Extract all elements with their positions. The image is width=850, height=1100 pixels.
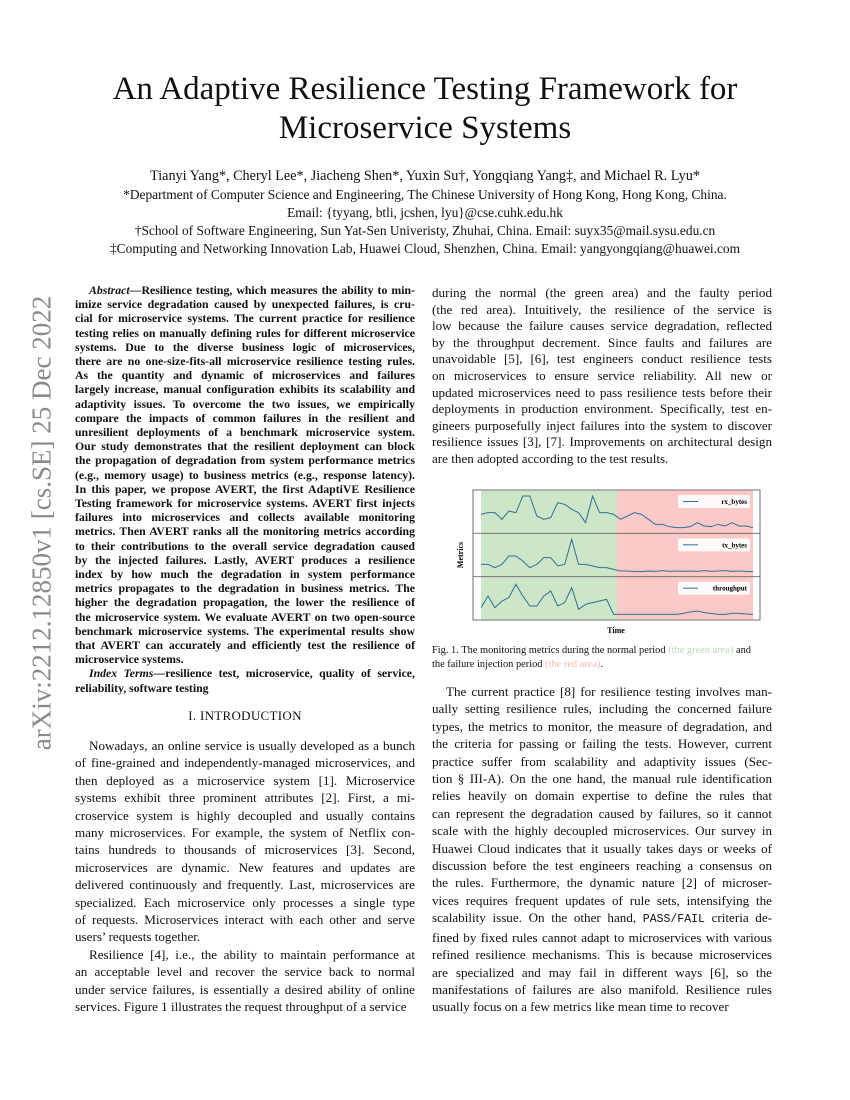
affiliation: ‡Computing and Networking Innovation Lab, Huawei Cloud, Shenzhen, China. Email: yangyongqiang@huawei.com — [109, 241, 741, 256]
author-names: Tianyi Yang*, Cheryl Lee*, Jiacheng Shen*, Yuxin Su†, Yongqiang Yang‡, and Michael R. Lyu* — [150, 168, 700, 184]
text-line: users’ requests together. — [75, 929, 201, 945]
text-line: scale with the highly decoupled microservices. Our survey in — [432, 823, 772, 839]
text-line: higher the degradation propagation, the lower the resilience of — [75, 595, 415, 610]
text-line: by the throughput decrement. Since faults and failures are — [432, 334, 772, 350]
text-line: can represent the degradation caused by failures, so it cannot — [432, 805, 772, 821]
caption-text: . — [600, 658, 604, 670]
text-line: testing relies on manually defining rules for different microservice — [75, 325, 415, 340]
text-line — [75, 666, 415, 680]
text-line: unresilient deployments of a benchmark microservice system. — [75, 425, 415, 440]
text-line: during the normal (the green area) and the faulty period — [432, 285, 772, 300]
text-line: cial for microservice systems. The current practice for resilience — [75, 311, 415, 326]
text-line — [75, 283, 415, 297]
text-line: croservice system is highly decoupled and usually contains — [75, 807, 415, 823]
text-segment: criteria de- — [704, 910, 773, 926]
text-line: resilience issues [3], [7]. Improvements on architectural design — [432, 434, 772, 450]
abstract — [75, 283, 415, 666]
text-line: the rules. Furthermore, the dynamic nature [2] of microser- — [432, 875, 772, 891]
affiliation: *Department of Computer Science and Engineering, The Chinese University of Hong Kong, Hong Kong, China. — [123, 187, 727, 202]
text-segment: —Resilience testing, which measures the ability to min- — [129, 283, 415, 297]
text-line: fined by fixed rules cannot adapt to microservices with various — [432, 929, 772, 945]
caption-green-note: (the green area) — [668, 645, 734, 656]
text-line: metrics propagates to the degradation in business metrics. The — [75, 581, 415, 596]
text-line: microservice systems. — [75, 652, 184, 667]
text-segment: —resilience test, microservice, quality of service, — [153, 666, 415, 681]
figure-caption — [432, 644, 772, 671]
section-heading: I. INTRODUCTION — [188, 708, 302, 723]
text-line: the microservice system. We evaluate AVERT on two open-source — [75, 609, 415, 624]
text-line: relies heavily on domain expertise to define the rules that — [432, 788, 772, 804]
text-line: Nowadays, an online service is usually developed as a bunch — [89, 738, 415, 753]
text-line: the propagation of degradation from system performance metrics — [75, 453, 415, 468]
text-line: an acceptable level and recover the service back to normal — [75, 964, 415, 980]
text-line: Resilience [4], i.e., the ability to maintain performance at — [89, 946, 415, 962]
text-segment: Abstract — [89, 283, 130, 297]
x-axis-label: Time — [607, 626, 625, 635]
text-line: of fine-grained and independently-managed microservices, and — [75, 755, 415, 771]
introduction-text — [75, 737, 415, 1016]
right-column-top — [432, 285, 772, 468]
title-line: An Adaptive Resilience Testing Framework for — [112, 71, 738, 107]
text-segment: Index Terms — [89, 666, 154, 681]
text-line: (e.g., memory usage) to business metrics (e.g., response latency). — [75, 467, 415, 482]
paragraph — [75, 737, 415, 946]
legend-label: throughput — [712, 584, 747, 593]
text-segment: scalability issue. On the other hand, — [432, 910, 643, 926]
legend-label: rx_bytes — [721, 498, 747, 506]
text-line: then deployed as a microservice system [1]. Microservice — [75, 772, 415, 788]
paragraph — [75, 946, 415, 1016]
text-line: Our study demonstrates that the resilient deployment can block — [75, 439, 415, 454]
text-line: by the injected failures. Lastly, AVERT produces a resilience — [75, 552, 415, 567]
right-column-bottom — [432, 683, 772, 1016]
caption-text: and — [733, 645, 751, 656]
text-line: usually focus on a few metrics like mean time to recover — [432, 999, 729, 1015]
text-segment: PASS/FAIL — [642, 913, 705, 927]
text-line: benchmark microservice systems. The experimental results show — [75, 623, 415, 638]
text-line: to their contributions to the overall service degradation caused — [75, 538, 415, 553]
text-line: of requests. Microservices interact with each other and serve — [75, 912, 415, 928]
text-line: delivered continuously and frequently. Last, microservices are — [75, 877, 415, 893]
text-line: systems exhibit three prominent attributes [2]. First, a mi- — [75, 790, 415, 806]
text-line: gineers purposefully inject failures into the system to discover — [432, 417, 772, 433]
text-line — [432, 909, 772, 928]
figure-1-chart — [453, 485, 763, 640]
failure-period-area — [617, 490, 753, 620]
text-line: under service failures, is essentially a desired ability of online — [75, 981, 415, 997]
text-line: are specialized and may fail in different ways [6], so the — [432, 964, 772, 980]
text-line: that AVERT can accurately and efficiently test the resilience of — [75, 638, 415, 653]
paper-title — [0, 70, 850, 148]
text-line: there are no one-size-fits-all microservice resilience testing rules. — [75, 354, 415, 369]
text-line: adaptivity issues. To overcome the two issues, we empirically — [75, 396, 415, 411]
affiliation: †School of Software Engineering, Sun Yat-Sen Univeristy, Zhuhai, China. Email: suyx35@mail.sysu.edu.cn — [134, 223, 716, 238]
text-line: ually setting resilience rules, including the concerned failure — [432, 701, 772, 717]
caption-text: Fig. 1. The monitoring metrics during the normal period — [432, 645, 669, 656]
text-line: deployments in production environment. Specifically, test en- — [432, 401, 772, 417]
text-line: specialized. Each microservice only processes a single type — [75, 894, 415, 910]
text-line: failures into microservices and collects available monitoring — [75, 510, 415, 525]
text-line: updated microservices need to pass resilience tests before their — [432, 384, 772, 400]
text-line: As the quantity and dynamic of microservices and failures — [75, 368, 415, 383]
text-line: are then adopted according to the test results. — [432, 450, 669, 466]
text-line: many microservices. For example, the system of Netflix con- — [75, 825, 415, 841]
text-line: vices requires frequent updates of rule sets, intensifying the — [432, 892, 772, 908]
author-block — [0, 167, 850, 258]
text-line: In this paper, we propose AVERT, the first AdaptiVE Resilience — [75, 481, 415, 496]
text-line: discussion before the test engineers reaching a consensus on — [432, 858, 772, 874]
affiliation: Email: {tyyang, btli, jcshen, lyu}@cse.cuhk.edu.hk — [287, 205, 563, 220]
title-line: Microservice Systems — [278, 110, 572, 146]
text-line: metrics. Then AVERT ranks all the monitoring metrics according — [75, 524, 415, 539]
text-line: Huawei Cloud indicates that it usually takes days or weeks of — [432, 840, 772, 856]
arxiv-id: arXiv:2212.12850v1 [cs.SE] 25 Dec 2022 — [26, 295, 57, 750]
text-line: compare the impacts of common failures in the resilient and — [75, 410, 415, 425]
text-line: microservices are dynamic. New features and updates are — [75, 859, 415, 875]
normal-period-area — [481, 490, 617, 620]
text-line: low because the failure causes service degradation, reflected — [432, 318, 772, 334]
text-line: refined resilience mechanisms. This is because microservices — [432, 947, 772, 963]
caption-red-note: (the red area) — [545, 658, 601, 670]
arxiv-sidebar — [18, 295, 66, 750]
text-line: reliability, software testing — [75, 680, 209, 695]
index-terms — [75, 666, 415, 694]
text-line: manifestations of failures are also manifold. Resilience rules — [432, 981, 772, 997]
caption-text: the failure injection period — [432, 658, 546, 670]
text-line: (the red area). Intuitively, the resilience of the service is — [432, 301, 772, 317]
text-line: index by how much the degradation in system performance — [75, 567, 415, 582]
text-line: services. Figure 1 illustrates the request throughput of a service — [75, 999, 407, 1015]
legend-label: tx_bytes — [722, 541, 747, 550]
text-line: the criteria for passing or failing the tests. However, current — [432, 736, 772, 752]
text-line: types, the metrics to monitor, the measure of degradation, and — [432, 718, 772, 734]
text-line: largely increase, manual configuration exhibits its scalability and — [75, 382, 415, 397]
y-axis-label: Metrics — [456, 541, 465, 569]
text-line: Testing framework for microservice systems. AVERT first injects — [75, 496, 415, 511]
text-line: systems. Due to the diverse business logic of microservices, — [75, 339, 415, 354]
abstract-block — [75, 283, 415, 695]
text-line: tains hundreds to thousands of microservices [3]. Second, — [75, 842, 415, 858]
text-line: The current practice [8] for resilience testing involves man- — [446, 684, 772, 699]
text-line: imize service degradation caused by unexpected failures, is cru- — [75, 297, 415, 312]
text-line: on microservices to ensure service reliability. All new or — [432, 367, 772, 383]
text-line: tion § III-A). On the one hand, the manual rule identification — [432, 771, 772, 787]
text-line: unavoidable [5], [6], test engineers conduct resilience tests — [432, 351, 772, 367]
text-line: practice suffer from scalability and adaptivity issues (Sec- — [432, 753, 772, 769]
